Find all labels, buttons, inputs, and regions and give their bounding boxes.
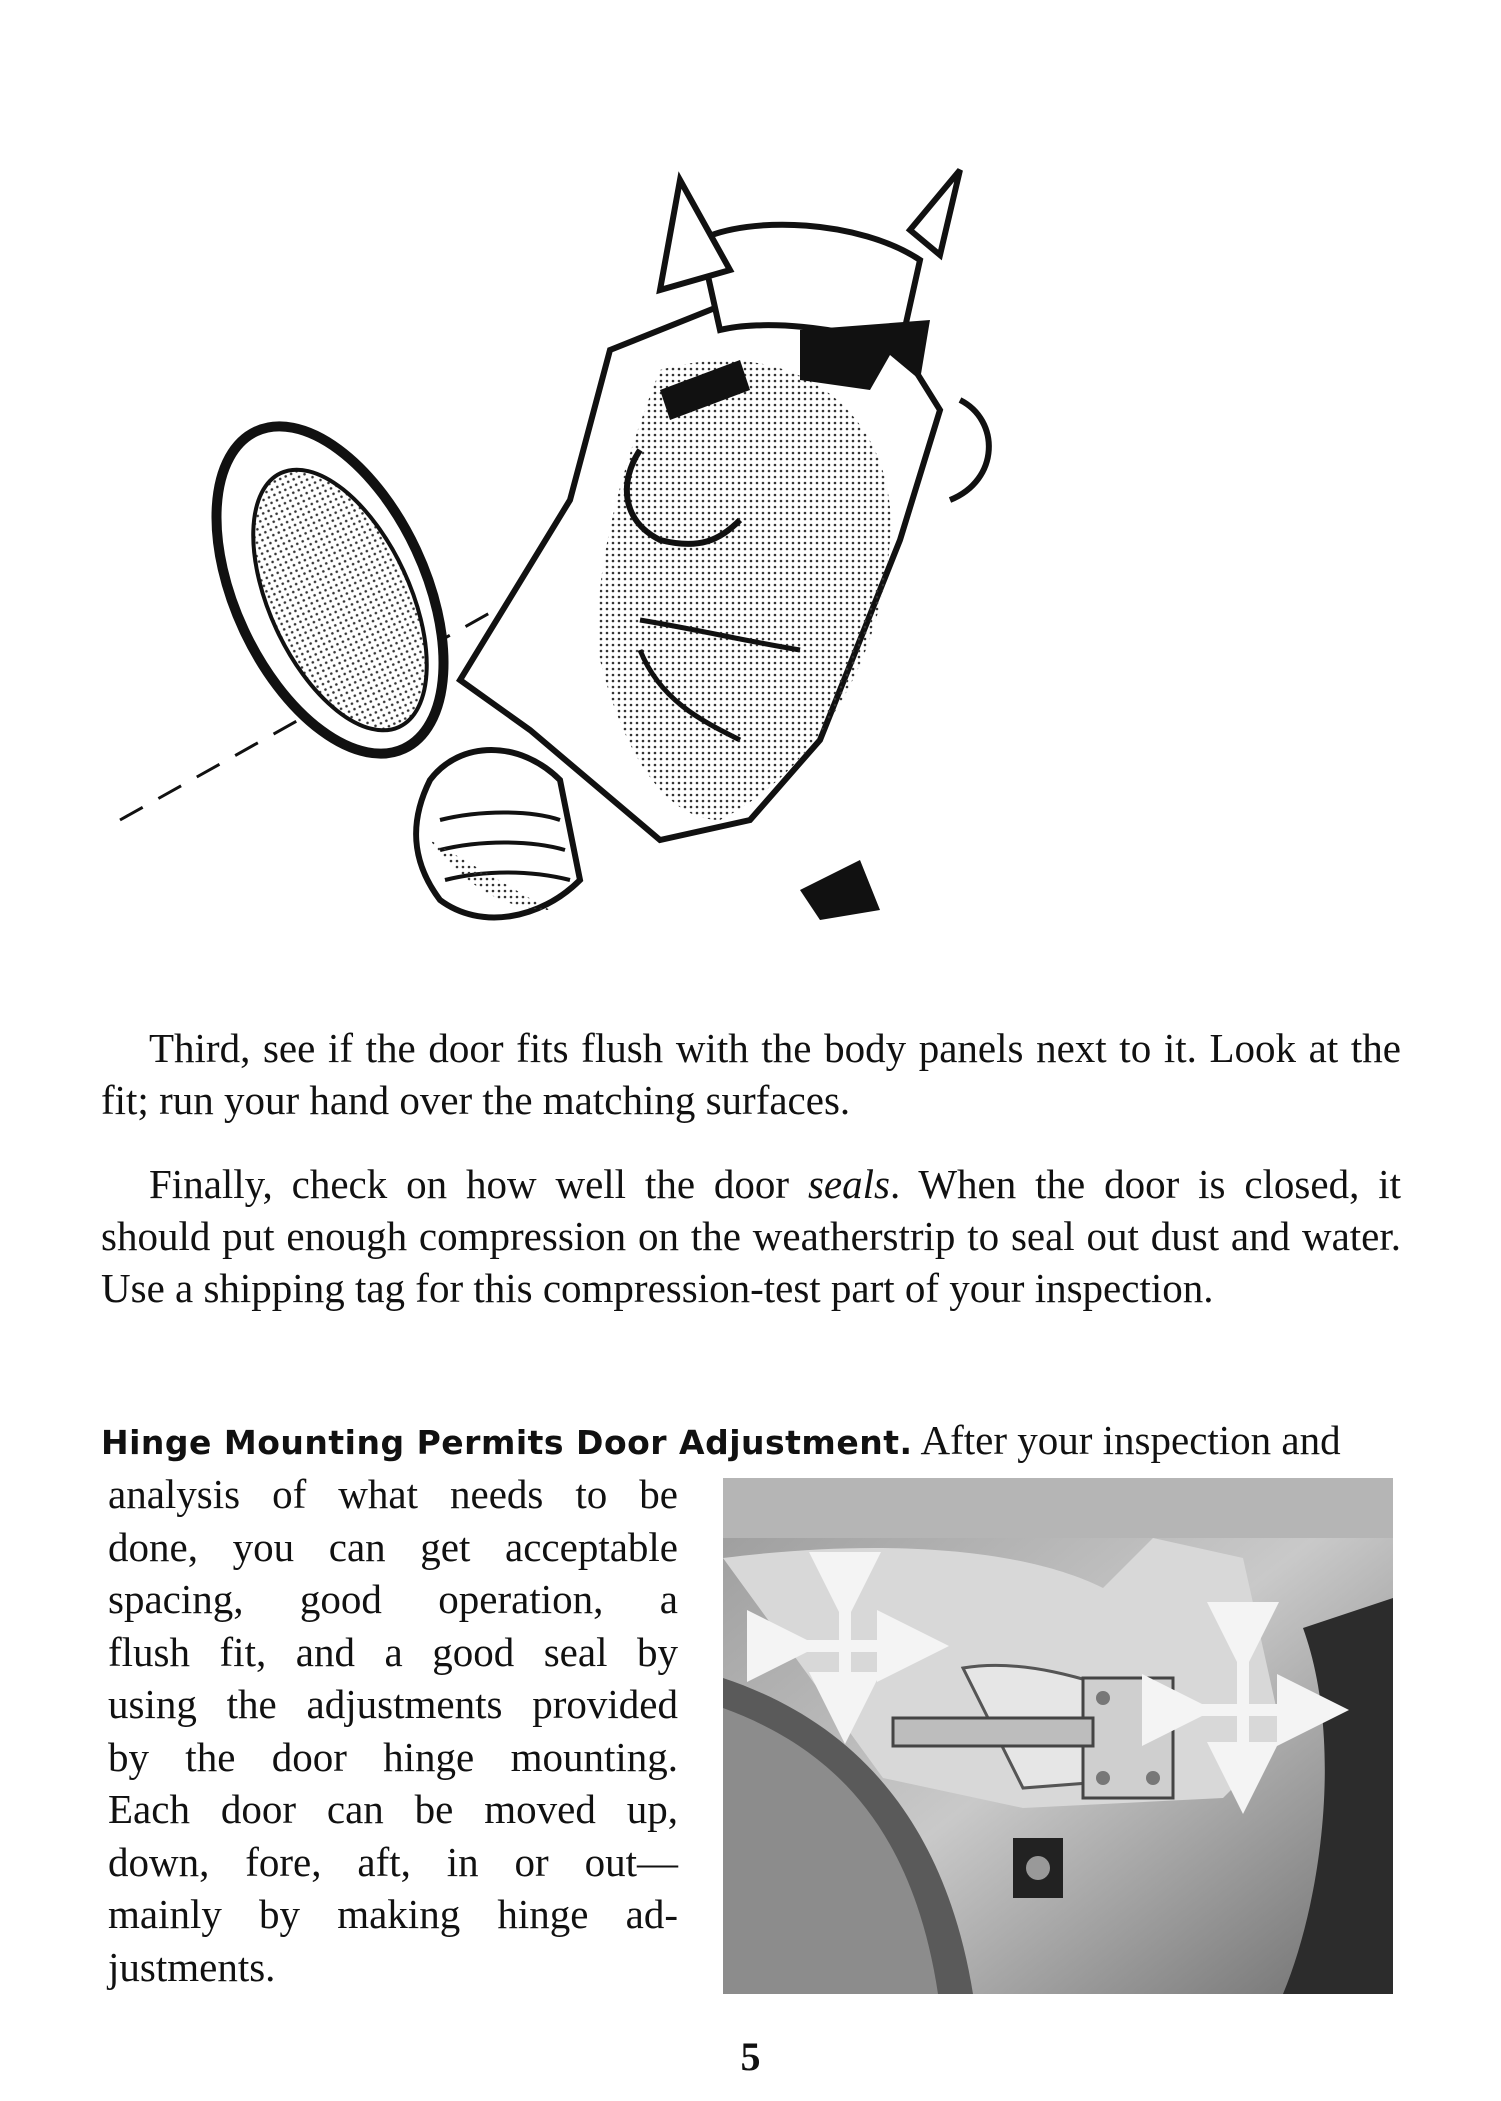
- column-line: flush fit, and a good seal by: [108, 1628, 678, 1675]
- inspector-with-magnifying-glass-icon: [100, 120, 1000, 1020]
- door-hinge-photo-icon: [723, 1478, 1393, 1994]
- column-line: justments.: [108, 1943, 276, 1990]
- column-line: spacing, good operation, a: [108, 1576, 678, 1622]
- paragraph-door-fit: Third, see if the door fits flush with the body panels next to it. Look at the fit; run your hand over the matching surfaces.: [101, 1025, 1401, 1123]
- hinge-section-column: [108, 1468, 678, 1993]
- emphasis-seals: seals: [807, 1161, 890, 1207]
- column-line: analysis of what needs to be: [108, 1471, 678, 1517]
- column-line: done, you can get acceptable: [108, 1523, 678, 1570]
- hinge-section-first-line: [101, 1414, 1411, 1469]
- section-heading: Hinge Mounting Permits Door Adjustment.: [101, 1423, 913, 1462]
- column-line: Each door can be moved up,: [108, 1786, 678, 1832]
- section-first-line: After your inspection and: [912, 1417, 1341, 1463]
- column-line: down, fore, aft, in or out—: [108, 1838, 678, 1885]
- column-line: by the door hinge mounting.: [108, 1733, 678, 1780]
- paragraph-door-seal-after: . When the door is closed, it should put enough compression on the weatherstrip to seal out dust and water. Use a shipping tag for this compression-test part of your inspection.: [101, 1161, 1401, 1311]
- column-line: using the adjustments provided: [108, 1681, 678, 1727]
- column-line: mainly by making hinge ad-: [108, 1891, 678, 1937]
- page-number: 5: [740, 2034, 761, 2079]
- paragraph-door-seal: [101, 1158, 1401, 1314]
- paragraph-door-seal-before: Finally, check on how well the door: [149, 1161, 808, 1207]
